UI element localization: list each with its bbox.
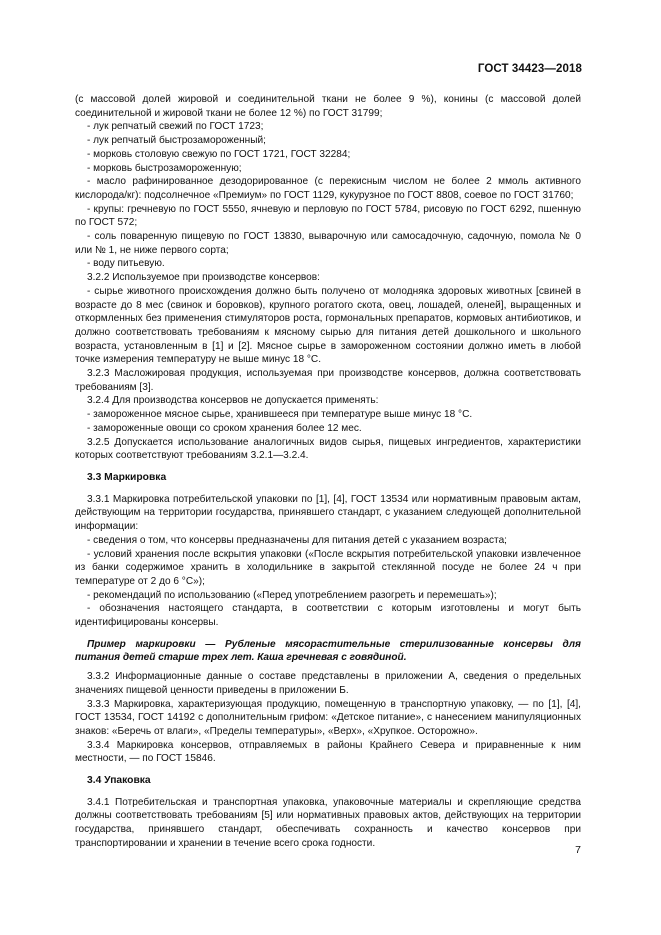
list-item: - масло рафинированное дезодорированное (с перекисным числом не более 2 ммоль активного кислорода/кг): подсолнечное «Премиум» по ГОСТ 1129, кукурузное по ГОСТ 8808, соевое по ГОСТ 31760;: [75, 176, 581, 201]
list-item: - замороженное мясное сырье, хранившееся при температуре выше минус 18 °С.: [87, 409, 473, 421]
list-item: - рекомендаций по использованию («Перед употреблением разогреть и перемешать»);: [87, 589, 497, 601]
list-item: - крупы: гречневую по ГОСТ 5550, ячневую и перловую по ГОСТ 5784, рисовую по ГОСТ 6292, пшенную по ГОСТ 572;: [75, 203, 581, 229]
clause-3-3-2: 3.3.2 Информационные данные о составе представлены в приложении А, сведения о предельных значениях пищевой ценности приведены в приложении Б.: [75, 671, 581, 696]
section-heading-marking: 3.3 Маркировка: [87, 471, 167, 483]
clause-3-4-1: 3.4.1 Потребительская и транспортная упаковка, упаковочные материалы и скрепляющие средства должны соответствовать требованиям [5] или нормативных правовых актов, действующих на территории государства, принявшего стандарт, обеспечивать сохранность и качество консервов при транспортировании и хранении в течение всего срока годности.: [75, 796, 581, 849]
list-item: - условий хранения после вскрытия упаковки («После вскрытия потребительской упаковки извлеченное из банки содержимое хранить в холодильнике в закрытой стеклянной посуде не более 24 ч при температуре от 2 до 6 °С»);: [75, 548, 581, 587]
list-item: - сведения о том, что консервы предназначены для питания детей с указанием возраста;: [87, 534, 507, 546]
clause-3-3-4: 3.3.4 Маркировка консервов, отправляемых в районы Крайнего Севера и приравненные к ним местности, — по ГОСТ 15846.: [75, 739, 581, 765]
list-item: - замороженные овощи со сроком хранения более 12 мес.: [87, 422, 362, 434]
page-number: 7: [575, 844, 581, 856]
marking-example: Пример маркировки — Рубленые мясорастительные стерилизованные консервы для питания детей старше трех лет. Каша гречневая с говядиной.: [75, 638, 581, 664]
clause-3-2-2: 3.2.2 Используемое при производстве консервов:: [87, 272, 320, 284]
list-item: - морковь быстрозамороженную;: [87, 162, 242, 174]
clause-3-2-3: 3.2.3 Масложировая продукция, используемая при производстве консервов, должна соответствовать требованиям [3].: [75, 368, 581, 393]
list-item: - соль поваренную пищевую по ГОСТ 13830, выварочную или самосадочную, садочную, помола № 0 или № 1, не ниже первого сорта;: [75, 231, 581, 256]
clause-3-3-3: 3.3.3 Маркировка, характеризующая продукцию, помещенную в транспортную упаковку, — по [1], [4], ГОСТ 13534, ГОСТ 14192 с дополнительным грифом: «Детское питание», с нанесением манипуляционных знаков: «Беречь от влаги», «Пределы температуры», «Верх», «Хрупкое. Осторожно».: [75, 698, 581, 737]
section-heading-packaging: 3.4 Упаковка: [87, 775, 151, 787]
clause-3-2-4: 3.2.4 Для производства консервов не допускается применять:: [87, 395, 379, 407]
document-body: [75, 93, 581, 851]
list-item: - воду питьевую.: [87, 258, 165, 270]
paragraph: (с массовой долей жировой и соединительной ткани не более 9 %), конины (с массовой долей соединительной и жировой ткани не более 12 %) по ГОСТ 31799;: [75, 94, 581, 119]
clause-3-2-5: 3.2.5 Допускается использование аналогичных видов сырья, пищевых ингредиентов, характеристики которых соответствуют требованиям 3.2.1—3.2.4.: [75, 436, 581, 462]
list-item: - лук репчатый свежий по ГОСТ 1723;: [87, 121, 264, 133]
list-item: - морковь столовую свежую по ГОСТ 1721, ГОСТ 32284;: [87, 148, 351, 160]
list-item: - лук репчатый быстрозамороженный;: [87, 135, 266, 147]
list-item: - сырье животного происхождения должно быть получено от молодняка здоровых животных [свиней в возрасте до 8 мес (свинок и боровков), крупного рогатого скота, овец, лошадей, оленей], выращенных и откормленных без применения стимуляторов роста, гормональных препаратов, кормовых антибиотиков, и должно соответствовать требованиям к мясному сырью для питания детей дошкольного и школьного возраста, установленным в [1] и [2]. Мясное сырье в замороженном состоянии должно иметь в любой точке измерения температуру не выше минус 18 °С.: [75, 285, 581, 366]
clause-3-3-1: 3.3.1 Маркировка потребительской упаковки по [1], [4], ГОСТ 13534 или нормативным правовым актам, действующим на территории государства, принявшего стандарт, с указанием следующей дополнительной информации:: [75, 493, 581, 533]
document-code: ГОСТ 34423—2018: [477, 63, 582, 75]
list-item: - обозначения настоящего стандарта, в соответствии с которым изготовлены и могут быть идентифицированы консервы.: [75, 603, 581, 629]
